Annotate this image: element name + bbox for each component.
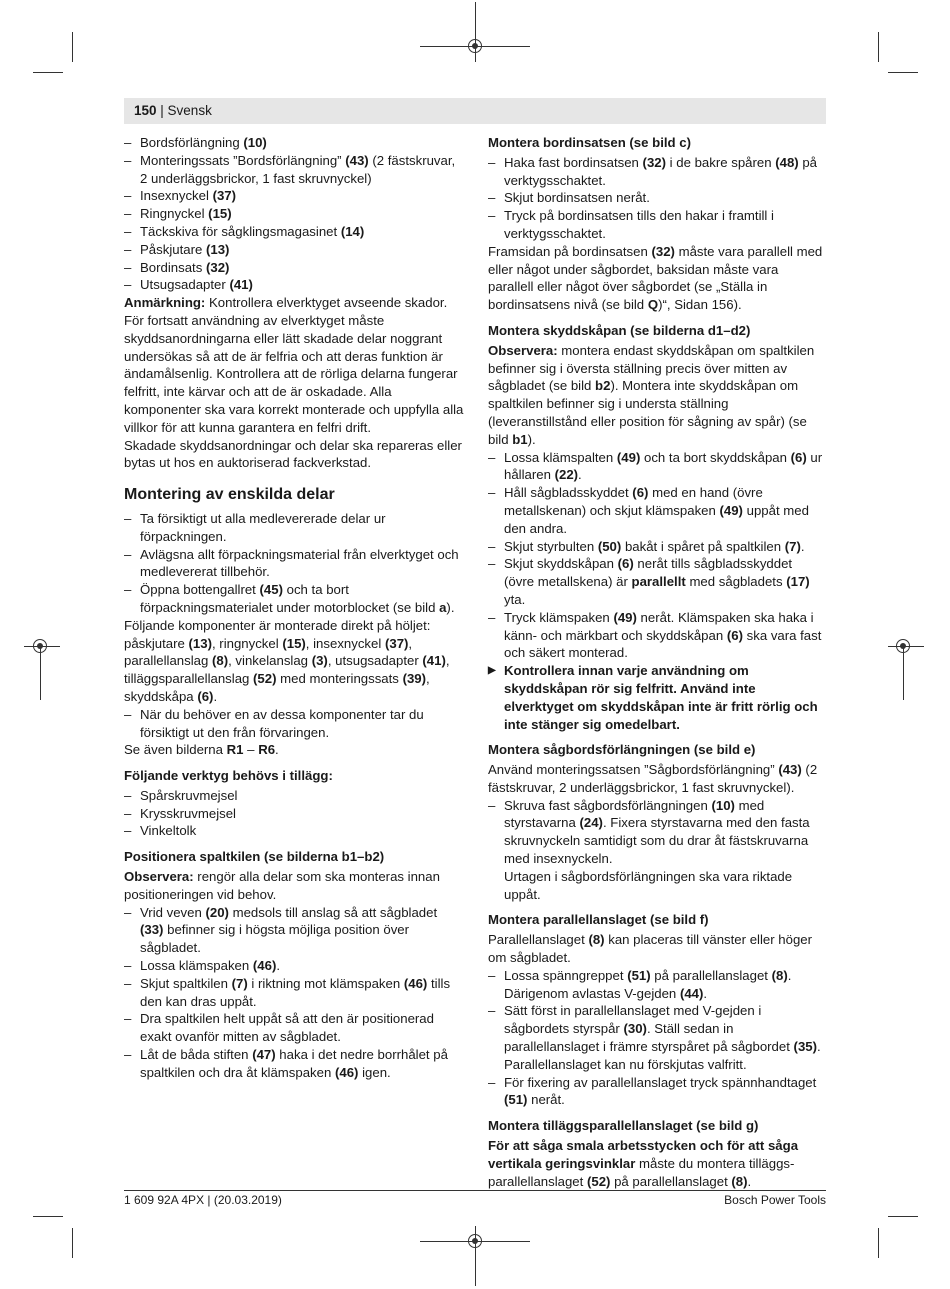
right-column bbox=[488, 134, 825, 1190]
bold-text: (8) bbox=[771, 967, 788, 983]
text-run: Använd monteringssatsen ”Sågbordsförlängning” bbox=[488, 762, 779, 778]
text-run: Följande verktyg behövs i tillägg: bbox=[124, 768, 333, 784]
bold-text: (33) bbox=[140, 922, 164, 938]
text-run: medsols till anslag så att sågbladet bbox=[228, 904, 438, 920]
text-run: Ta försiktigt ut alla medlevererade delar ur förpackningen. bbox=[140, 510, 386, 544]
text-run: och ta bort förpackningsmaterialet under motorblocket (se bild bbox=[140, 582, 440, 615]
text-run: För fixering av parallellanslaget tryck spännhandtaget bbox=[504, 1074, 817, 1090]
bold-text: (50) bbox=[597, 538, 622, 554]
list-item bbox=[488, 609, 825, 662]
bold-text: (24) bbox=[579, 815, 603, 831]
subheading bbox=[488, 741, 825, 759]
list-item bbox=[124, 706, 464, 742]
bold-text: (46) bbox=[252, 958, 277, 974]
text-run: Bordinsats bbox=[140, 259, 206, 275]
text-run: montera endast skyddskåpan om spaltkilen befinner sig i översta ställning precis över mitten av sågbladet (se bild bbox=[488, 342, 815, 394]
bold-text: (10) bbox=[711, 797, 735, 813]
bold-text: (51) bbox=[627, 967, 651, 983]
text-run: När du behöver en av dessa komponenter tar du försiktigt ut den från förvaringen. bbox=[140, 706, 424, 740]
list-item bbox=[488, 154, 825, 190]
bold-text: (52) bbox=[586, 1173, 611, 1189]
paragraph bbox=[488, 761, 825, 797]
text-run: och ta bort skyddskåpan bbox=[640, 449, 791, 465]
text-run: Lossa klämspalten bbox=[504, 449, 617, 465]
bold-text: (7) bbox=[784, 538, 801, 554]
bold-text: (37) bbox=[384, 635, 409, 651]
subheading bbox=[488, 911, 825, 929]
text-run: Avlägsna allt förpackningsmaterial från elverktyget och medlevererat tillbehör. bbox=[140, 546, 459, 580]
bold-text: (6) bbox=[197, 688, 214, 704]
text-run: ska vara fast och säkert monterad. bbox=[504, 627, 822, 661]
indented-note bbox=[488, 985, 825, 1003]
text-run: , ringnyckel bbox=[211, 635, 283, 651]
list-item bbox=[124, 259, 464, 277]
bold-text: Observera: bbox=[488, 342, 558, 358]
text-run: befinner sig i högsta möjliga position över sågbladet. bbox=[140, 922, 410, 956]
text-run: rengör alla delar som ska monteras innan positioneringen vid behov. bbox=[124, 869, 440, 902]
text-run: ). bbox=[527, 431, 536, 447]
subheading bbox=[488, 134, 825, 152]
bold-text: (6) bbox=[632, 485, 649, 501]
bold-text: (37) bbox=[212, 188, 237, 204]
text-run: på parallellanslaget bbox=[610, 1173, 732, 1189]
text-run: Montera skyddskåpan (se bilderna d1–d2) bbox=[488, 322, 751, 338]
list-item bbox=[488, 1002, 825, 1055]
text-run: Montera parallellanslaget (se bild f) bbox=[488, 912, 709, 928]
text-run: Skjut skyddskåpan bbox=[504, 556, 618, 572]
text-run: , insexnyckel bbox=[305, 635, 385, 651]
left-column bbox=[124, 134, 464, 1082]
bold-text: (35) bbox=[793, 1039, 817, 1055]
warning-note bbox=[488, 662, 825, 733]
text-run: Kontrollera elverktyget avseende skador. bbox=[205, 295, 448, 311]
text-run: i de bakre spåren bbox=[666, 154, 776, 170]
page-language: Svensk bbox=[167, 103, 212, 118]
paragraph bbox=[124, 741, 464, 759]
text-run: Utsugsadapter bbox=[140, 277, 230, 293]
text-run: neråt. bbox=[527, 1092, 565, 1108]
text-run: (2 fästskruvar, 2 underläggsbrickor, 1 fast skruvnyckel) bbox=[140, 152, 456, 186]
footer-document-id: 1 609 92A 4PX | (20.03.2019) bbox=[124, 1193, 282, 1207]
bold-text: (41) bbox=[422, 653, 446, 669]
crop-mark bbox=[888, 1216, 918, 1217]
list-item bbox=[488, 449, 825, 485]
bold-text: (52) bbox=[253, 671, 277, 687]
list-item bbox=[124, 223, 464, 241]
list-item bbox=[488, 484, 825, 537]
text-run: kan placeras till vänster eller höger om sågbladet. bbox=[488, 932, 813, 966]
list-item bbox=[124, 510, 464, 546]
list-item bbox=[124, 276, 464, 294]
list-item bbox=[124, 805, 464, 823]
crop-mark bbox=[72, 1228, 73, 1258]
bold-text: (46) bbox=[335, 1064, 359, 1080]
bold-text: (46) bbox=[403, 975, 428, 991]
bold-text: (41) bbox=[229, 277, 253, 293]
paragraph bbox=[124, 617, 464, 706]
footer-brand: Bosch Power Tools bbox=[724, 1193, 826, 1207]
bold-text: För att såga smala arbetsstycken och för att såga vertikala geringsvinklar bbox=[488, 1138, 799, 1171]
registration-line bbox=[475, 2, 476, 62]
registration-target-icon bbox=[896, 639, 910, 653]
text-run: Parallellanslaget bbox=[488, 932, 589, 948]
text-run: ). bbox=[446, 599, 455, 615]
text-run: på verktygsschaktet. bbox=[504, 154, 818, 188]
page-number: 150 bbox=[134, 103, 157, 118]
text-run: neråt. Klämspaken ska haka i känn- och märkbart och skyddskåpan bbox=[504, 609, 814, 643]
text-run: ). Montera inte skyddskåpan om spaltkilen befinner sig i understa ställning (leveranstillstånd eller position för sågning av spår) (se bild bbox=[488, 378, 807, 447]
text-run: Tryck på bordinsatsen tills den hakar i framtill i verktygsschaktet. bbox=[504, 208, 774, 241]
text-run: Positionera spaltkilen (se bilderna b1–b2) bbox=[124, 849, 385, 865]
registration-target-icon bbox=[468, 39, 482, 53]
text-run: bakåt i spåret på spaltkilen bbox=[621, 538, 785, 554]
bold-text: (17) bbox=[786, 574, 810, 590]
crop-mark bbox=[33, 1216, 63, 1217]
bold-text: (32) bbox=[651, 243, 675, 259]
bold-text: Anmärkning: bbox=[124, 295, 206, 311]
text-run: . bbox=[817, 1039, 821, 1055]
text-run: , tilläggsparallellanslag bbox=[124, 653, 450, 687]
bold-text: (30) bbox=[623, 1021, 647, 1037]
page-header: 150 | Svensk bbox=[124, 98, 826, 124]
text-run: Lossa klämspaken bbox=[140, 958, 253, 974]
bold-text: (8) bbox=[588, 932, 605, 948]
crop-mark bbox=[878, 1228, 879, 1258]
text-run: Låt de båda stiften bbox=[140, 1047, 253, 1063]
text-run: med styrstavarna bbox=[504, 797, 765, 831]
text-run: . Ställ sedan in parallellanslaget i främre styrspåret på sågbordet bbox=[504, 1021, 794, 1055]
list-item bbox=[124, 187, 464, 205]
text-run: med en hand (övre metallskenan) och skjut klämspaken bbox=[504, 485, 763, 518]
list-item bbox=[488, 207, 825, 243]
bold-text: (7) bbox=[231, 975, 248, 991]
text-run: , parallellanslag bbox=[124, 635, 413, 669]
text-run: Insexnyckel bbox=[140, 188, 213, 204]
text-run: Se även bilderna bbox=[124, 742, 227, 758]
registration-target-icon bbox=[33, 639, 47, 653]
text-run: )“, Sidan 156). bbox=[658, 297, 742, 313]
text-run: igen. bbox=[358, 1064, 391, 1080]
text-run: Skruva fast sågbordsförlängningen bbox=[504, 797, 712, 813]
list-item bbox=[124, 581, 464, 617]
list-item bbox=[488, 189, 825, 207]
text-run: . bbox=[747, 1173, 752, 1189]
list-item bbox=[124, 822, 464, 840]
bold-text: (6) bbox=[617, 556, 634, 572]
text-run: Montera sågbordsförlängningen (se bild e) bbox=[488, 742, 756, 758]
text-run: Spårskruvmejsel bbox=[140, 787, 238, 803]
list-item bbox=[488, 538, 825, 556]
bold-text: (51) bbox=[504, 1092, 528, 1108]
text-run: För fortsatt användning av elverktyget måste skyddsanordningarna eller lätt skadade delar noggrant undersökas så att de är felfria och att deras funktion är ändamålsenlig. Kontrollera att de rörliga delarna fungerar felfritt, inte kärvar och att de är oskadade. Alla komponenter ska vara korrekt monterade och uppfylla alla villkor för att kunna garantera en felfri drift. bbox=[124, 312, 464, 435]
list-item bbox=[124, 152, 464, 188]
subheading bbox=[124, 848, 464, 866]
text-run: haka i det nedre borrhålet på spaltkilen och dra åt klämspaken bbox=[140, 1047, 448, 1080]
text-run: Dra spaltkilen helt uppåt så att den är positionerad exakt ovanför mitten av sågbladet. bbox=[140, 1011, 434, 1045]
list-item bbox=[124, 787, 464, 805]
subheading bbox=[488, 322, 825, 340]
list-item bbox=[124, 1010, 464, 1046]
indented-note bbox=[488, 868, 825, 904]
text-run: Skjut spaltkilen bbox=[140, 975, 232, 991]
bold-text: (6) bbox=[790, 449, 807, 465]
text-run: Påskjutare bbox=[140, 241, 206, 257]
bold-text: (15) bbox=[208, 206, 232, 222]
text-run: Monteringssats ”Bordsförlängning” bbox=[140, 152, 346, 168]
text-run: neråt tills sågbladsskyddet (övre metallskena) är bbox=[504, 556, 793, 590]
text-run: , vinkelanslag bbox=[228, 653, 312, 669]
bold-text: (43) bbox=[778, 762, 802, 778]
text-run: ur hållaren bbox=[504, 449, 823, 483]
text-run: i riktning mot klämspaken bbox=[247, 975, 404, 991]
list-item bbox=[488, 1074, 825, 1110]
bold-text: (32) bbox=[642, 154, 666, 170]
text-run: (2 fästskruvar, 2 underläggsbrickor, 1 fast skruvnyckel). bbox=[488, 762, 818, 795]
list-item bbox=[124, 904, 464, 957]
text-run: Parallellanslaget kan nu förskjutas valfritt. bbox=[504, 1056, 747, 1072]
text-run: . Fixera styrstavarna med den fasta skruvnyckeln samtidigt som du drar åt fästskruvarna med insexnyckeln. bbox=[504, 815, 810, 867]
bold-text: (15) bbox=[282, 635, 306, 651]
text-run: Skjut bordinsatsen neråt. bbox=[504, 190, 650, 206]
bold-text: (6) bbox=[726, 627, 743, 643]
text-run: . bbox=[276, 958, 281, 974]
bold-text: (44) bbox=[679, 985, 704, 1001]
text-run: Täckskiva för sågklingsmagasinet bbox=[140, 223, 341, 239]
bold-text: (49) bbox=[719, 502, 743, 518]
bold-text: Q bbox=[647, 297, 659, 313]
text-run: Haka fast bordinsatsen bbox=[504, 154, 643, 170]
text-run: tills den kan dras uppåt. bbox=[140, 975, 451, 1009]
bold-text: (43) bbox=[345, 152, 369, 168]
list-item bbox=[124, 1046, 464, 1082]
list-item bbox=[124, 134, 464, 152]
bold-text: R1 bbox=[226, 742, 244, 758]
bold-text: (13) bbox=[205, 241, 230, 257]
bold-text: (8) bbox=[731, 1173, 748, 1189]
subheading bbox=[488, 1117, 825, 1135]
text-run: , skyddskåpa bbox=[124, 671, 430, 704]
text-run: Vrid veven bbox=[140, 904, 206, 920]
bold-text: (32) bbox=[205, 259, 230, 275]
paragraph bbox=[124, 312, 464, 437]
bold-text: b1 bbox=[512, 431, 528, 447]
list-item bbox=[124, 957, 464, 975]
list-item bbox=[488, 967, 825, 985]
text-run: . bbox=[787, 967, 792, 983]
bold-text: (47) bbox=[252, 1047, 276, 1063]
text-run: Krysskruvmejsel bbox=[140, 805, 236, 821]
text-run: måste du montera tilläggs-parallellanslaget bbox=[488, 1155, 795, 1189]
bold-text: (8) bbox=[211, 653, 229, 669]
paragraph bbox=[124, 294, 464, 312]
text-run: med sågbladets bbox=[685, 574, 787, 590]
bold-text: parallellt bbox=[631, 574, 686, 590]
list-item bbox=[124, 205, 464, 223]
text-run: Bordsförlängning bbox=[140, 135, 244, 150]
text-run: Därigenom avlastas V-gejden bbox=[504, 985, 680, 1001]
list-item bbox=[124, 241, 464, 259]
text-run: Skadade skyddsanordningar och delar ska repareras eller bytas ut hos en auktoriserad fackverkstad. bbox=[124, 437, 462, 471]
bold-text: (49) bbox=[616, 449, 641, 465]
bold-text: R6 bbox=[258, 742, 276, 758]
text-run: Ringnyckel bbox=[140, 206, 209, 222]
text-run: Framsidan på bordinsatsen bbox=[488, 243, 652, 259]
bold-text: (3) bbox=[311, 653, 328, 669]
list-item bbox=[488, 555, 825, 608]
registration-target-icon bbox=[468, 1234, 482, 1248]
text-run: med monteringssats bbox=[276, 671, 403, 687]
bold-text: (20) bbox=[205, 904, 229, 920]
bold-text: (10) bbox=[243, 135, 267, 150]
text-run: på parallellanslaget bbox=[650, 967, 772, 983]
text-run: Tryck klämspaken bbox=[504, 609, 614, 625]
paragraph bbox=[124, 437, 464, 473]
indented-note bbox=[488, 1056, 825, 1074]
paragraph bbox=[488, 243, 825, 314]
text-run: Skjut styrbulten bbox=[504, 538, 598, 554]
text-run: uppåt med den andra. bbox=[504, 502, 809, 536]
text-run: . bbox=[578, 467, 582, 483]
bold-text: (13) bbox=[188, 635, 212, 651]
text-run: Montering av enskilda delar bbox=[124, 486, 335, 504]
list-item bbox=[488, 797, 825, 868]
bold-text: (22) bbox=[554, 467, 579, 483]
crop-mark bbox=[888, 72, 918, 73]
paragraph bbox=[488, 931, 825, 967]
text-run: , utsugsadapter bbox=[327, 653, 423, 669]
text-run: Vinkeltolk bbox=[140, 823, 197, 839]
text-run: måste vara parallell med eller något under sågbordet, baksidan måste vara parallell eller något över sågbordet (se „Ställa in bordinsatsens nivå (se bild bbox=[488, 243, 823, 313]
bold-text: (48) bbox=[775, 154, 799, 170]
text-run: Sätt först in parallellanslaget med V-gejden i sågbordets styrspår bbox=[504, 1003, 762, 1037]
bold-text: (39) bbox=[402, 671, 427, 687]
paragraph bbox=[488, 342, 825, 449]
section-heading bbox=[124, 486, 464, 504]
text-run: . bbox=[275, 742, 279, 758]
subheading bbox=[124, 767, 464, 785]
bold-text: (14) bbox=[340, 223, 365, 239]
text-run: . bbox=[213, 688, 218, 704]
bold-text: a bbox=[439, 599, 447, 615]
text-run: Öppna bottengallret bbox=[140, 582, 260, 598]
bold-text: Observera: bbox=[124, 869, 194, 885]
text-run: . bbox=[800, 538, 805, 554]
bold-text: (49) bbox=[613, 609, 637, 625]
list-item bbox=[124, 975, 464, 1011]
crop-mark bbox=[72, 32, 73, 62]
bold-text: b2 bbox=[595, 378, 611, 394]
paragraph bbox=[488, 1137, 825, 1190]
text-run: . bbox=[703, 985, 708, 1001]
text-run: Montera bordinsatsen (se bild c) bbox=[488, 135, 691, 150]
bold-text: (45) bbox=[259, 582, 283, 598]
text-run: Kontrollera innan varje användning om skyddskåpan rör sig felfritt. Använd inte elverktyget om skyddskåpan inte är fritt rörlig och inte stänger sig omedelbart. bbox=[504, 663, 818, 732]
text-run: Urtagen i sågbordsförlängningen ska vara riktade uppåt. bbox=[504, 868, 793, 902]
text-run: Håll sågbladsskyddet bbox=[504, 485, 633, 501]
text-run: – bbox=[243, 742, 259, 758]
paragraph bbox=[124, 868, 464, 904]
list-item bbox=[124, 546, 464, 582]
text-run: Följande komponenter är monterade direkt på höljet: påskjutare bbox=[124, 617, 431, 651]
text-run: Lossa spänngreppet bbox=[504, 967, 628, 983]
crop-mark bbox=[33, 72, 63, 73]
text-run: yta. bbox=[504, 591, 526, 607]
page-footer bbox=[124, 1190, 826, 1207]
text-run: Montera tilläggsparallellanslaget (se bild g) bbox=[488, 1118, 759, 1134]
crop-mark bbox=[878, 32, 879, 62]
